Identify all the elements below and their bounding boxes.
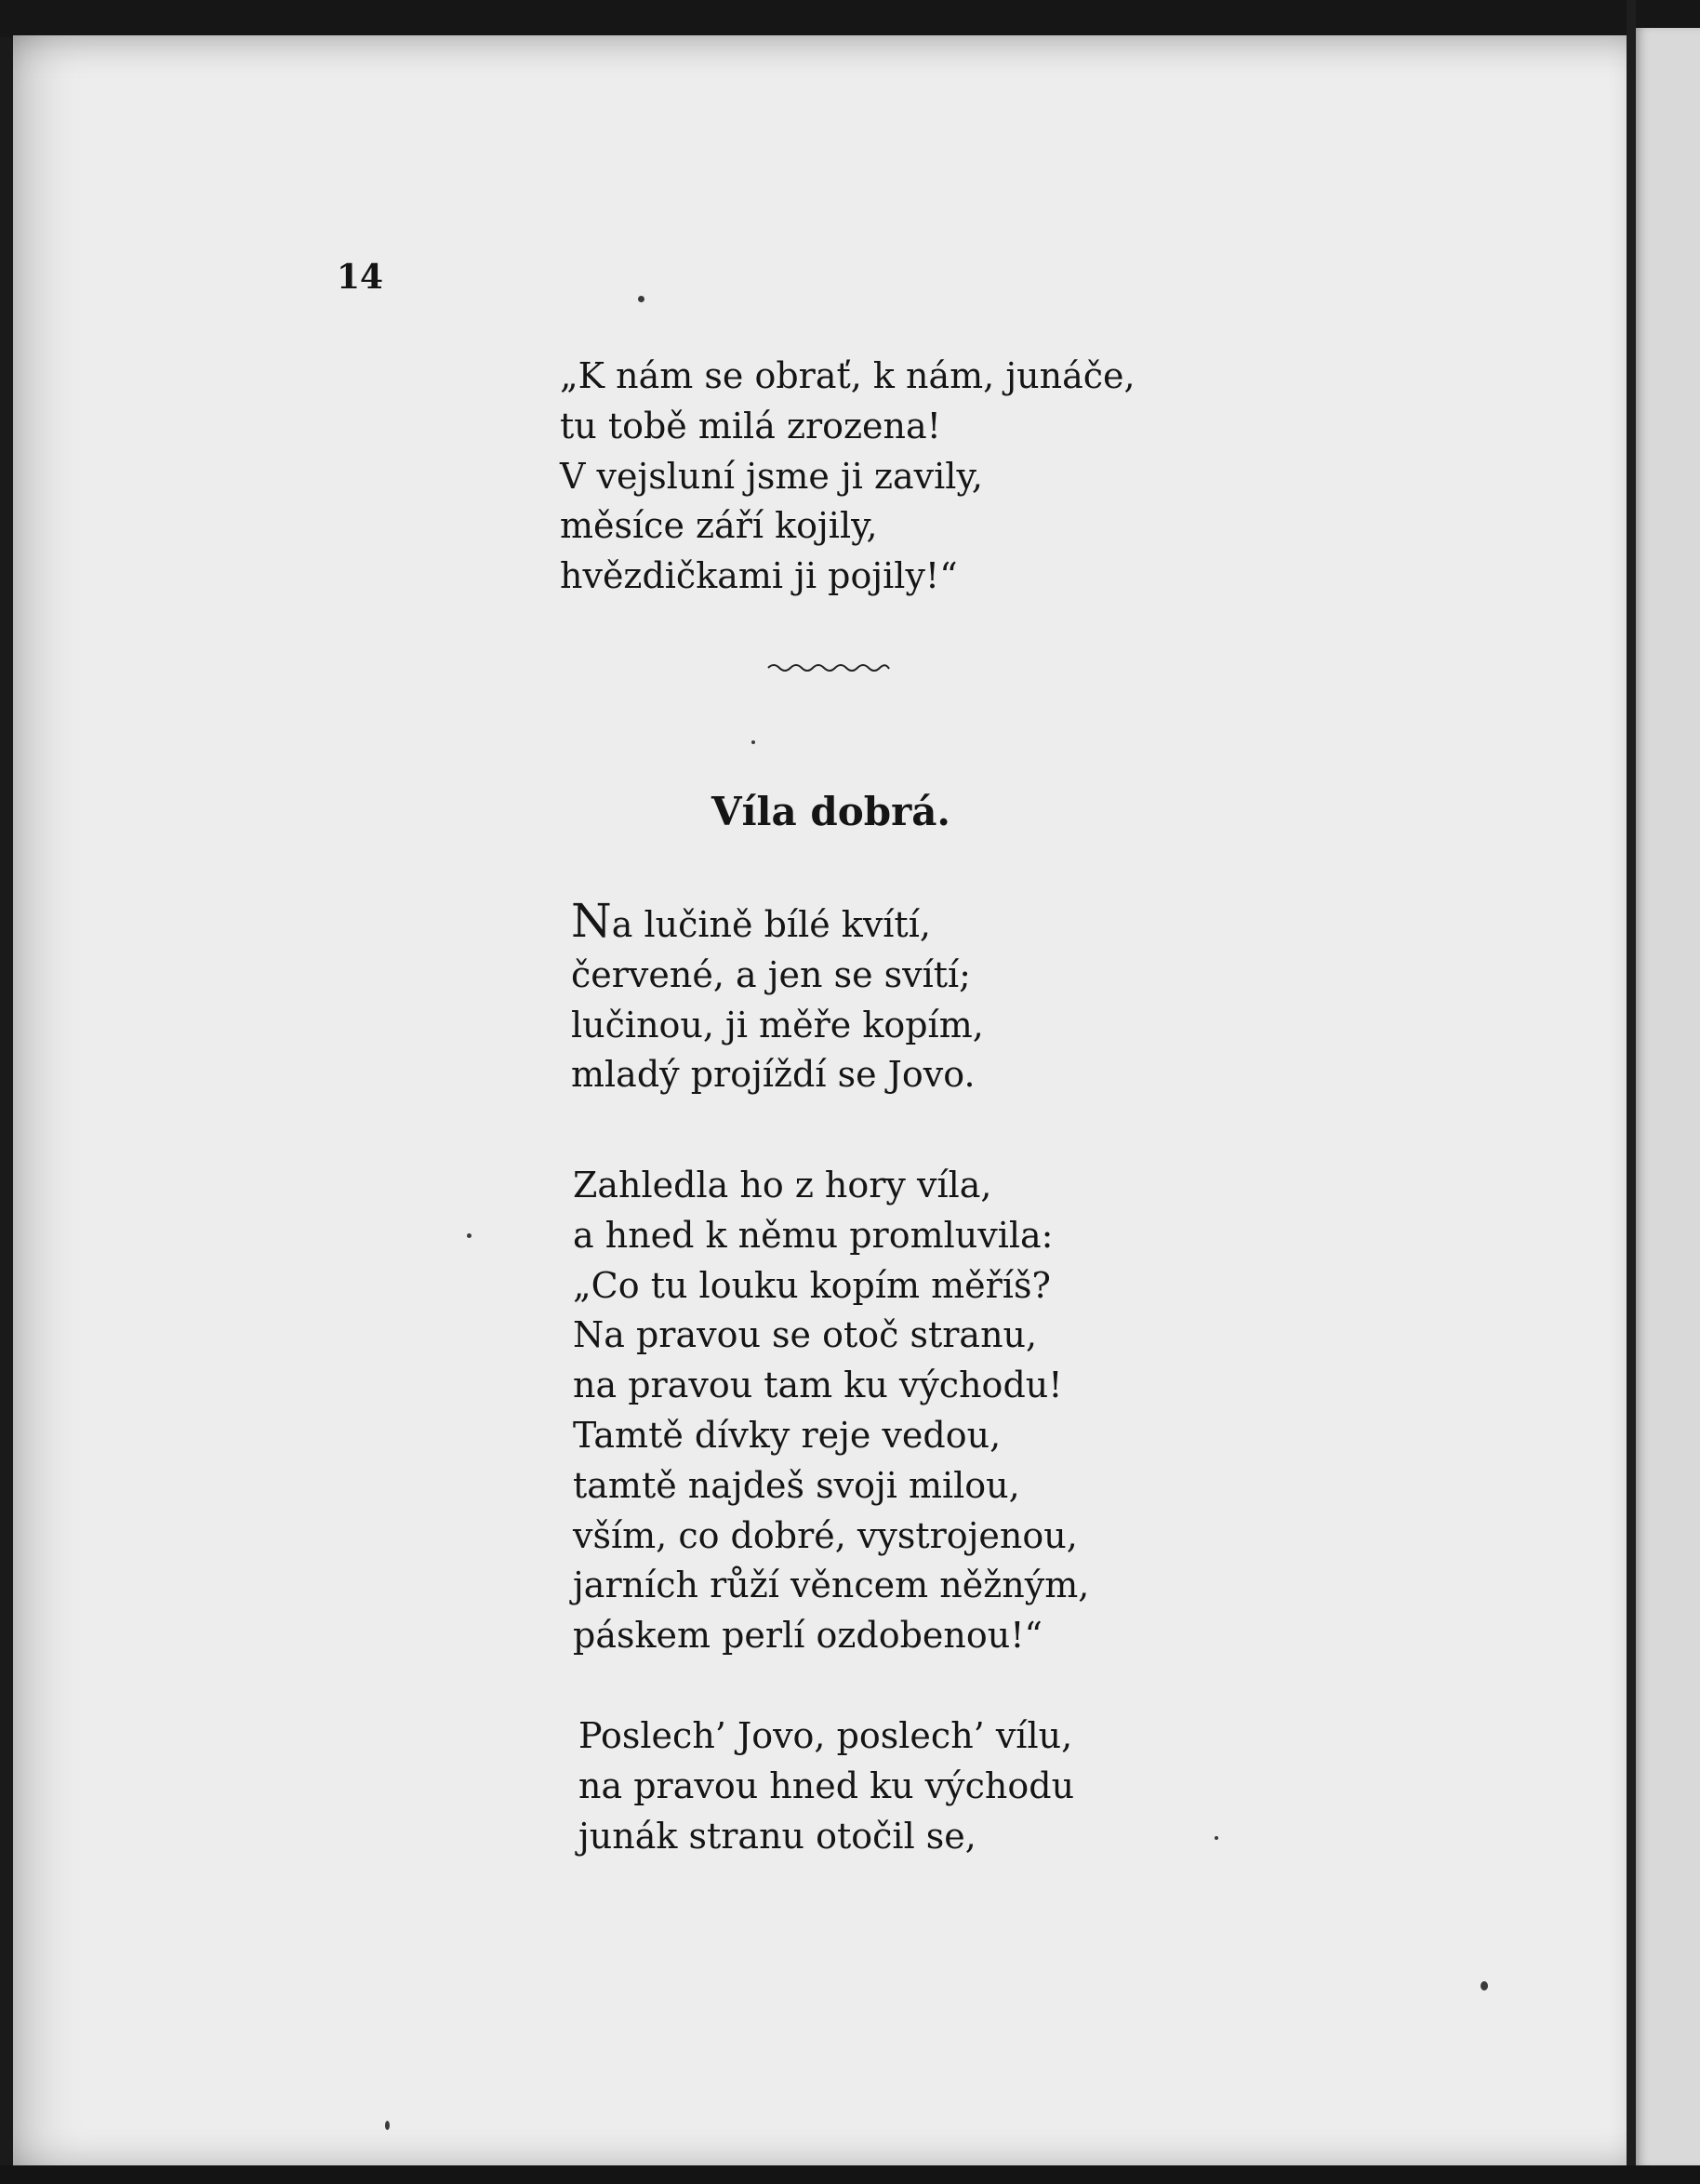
book-gutter xyxy=(1627,0,1636,2184)
poem-line: jarních růží věncem něžným, xyxy=(573,1565,1090,1606)
page-number: 14 xyxy=(337,258,384,297)
poem-line: červené, a jen se svítí; xyxy=(571,953,971,995)
poem-line: na pravou hned ku východu xyxy=(578,1765,1075,1806)
poem-line: mladý projíždí se Jovo. xyxy=(571,1054,976,1096)
poem-line: tamtě najdeš svoji milou, xyxy=(573,1464,1020,1506)
wavy-rule-ornament xyxy=(766,660,891,675)
poem-line: V vejsluní jsme ji zavily, xyxy=(560,455,983,497)
poem-line: junák stranu otočil se, xyxy=(578,1815,976,1857)
poem-line: a hned k němu promluvila: xyxy=(573,1214,1054,1256)
first-line-text: a lučině bílé kvítí, xyxy=(611,904,931,945)
poem-line: na pravou tam ku východu! xyxy=(573,1365,1063,1406)
scan-speck xyxy=(751,740,755,744)
poem-title: Víla dobrá. xyxy=(711,789,951,834)
scan-speck xyxy=(467,1233,471,1238)
initial-letter: N xyxy=(571,894,612,948)
poem-line: „K nám se obrať, k nám, junáče, xyxy=(560,355,1136,396)
poem-line: hvězdičkami ji pojily!“ xyxy=(560,555,958,597)
next-page-edge xyxy=(1636,28,1700,2167)
poem-line: lučinou, ji měře kopím, xyxy=(571,1004,984,1045)
previous-poem-ending xyxy=(560,352,1136,602)
poem-line xyxy=(571,894,984,951)
poem-line: Poslech’ Jovo, poslech’ vílu, xyxy=(578,1715,1073,1756)
scan-bottom-edge xyxy=(0,2165,1700,2184)
poem-line: měsíce září kojily, xyxy=(560,505,878,547)
stanza-3 xyxy=(578,1711,1074,1861)
poem-line: „Co tu louku kopím měříš? xyxy=(573,1264,1051,1306)
scan-speck xyxy=(1481,1981,1488,1991)
stanza-1 xyxy=(571,894,984,1100)
poem-line: Zahledla ho z hory víla, xyxy=(573,1165,992,1205)
scan-speck xyxy=(638,296,644,302)
poem-line: Tamtě dívky reje vedou, xyxy=(573,1414,1002,1456)
scan-speck xyxy=(1215,1836,1218,1840)
stanza-2 xyxy=(573,1161,1089,1661)
poem-line: Na pravou se otoč stranu, xyxy=(573,1314,1038,1356)
poem-line: páskem perlí ozdobenou!“ xyxy=(573,1615,1043,1657)
poem-line: tu tobě milá zrozena! xyxy=(560,405,941,446)
poem-line: vším, co dobré, vystrojenou, xyxy=(573,1514,1078,1556)
scan-top-edge xyxy=(0,0,1700,37)
scan-speck xyxy=(385,2121,390,2130)
